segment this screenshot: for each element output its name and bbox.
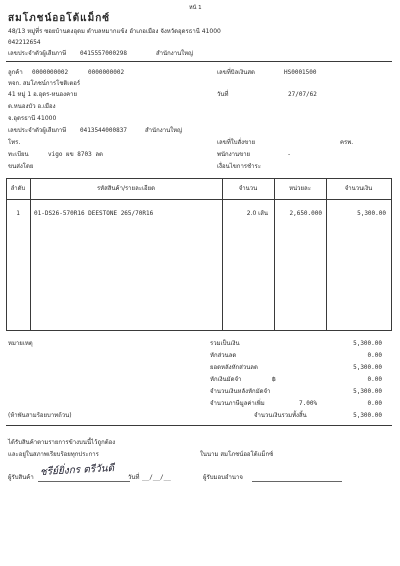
customer-code-label: ลูกค้า [8,69,23,76]
table-top-border [6,178,392,179]
vehicle-value: vigo ผข 8703 ลต [48,151,103,158]
customer-address-1: 41 หมู่ 1 อ.อุดร-หนองคาย [8,91,77,98]
customer-code-1: 0000000002 [32,69,69,76]
doc-number-label: เลขที่บิลเงินสด [217,69,255,76]
table-left-border [6,178,7,330]
col-header-desc: รหัสสินค้า/รายละเอียด [96,185,156,192]
col-divider-2 [222,178,223,330]
customer-branch: สำนักงานใหญ่ [145,127,183,134]
total-label-3: ยอดหลังหักส่วนลด [210,364,258,371]
authorized-signature-line [252,481,342,482]
table-right-border [391,178,392,330]
col-header-unit-price: หน่วยละ [289,185,311,192]
company-tax-label: เลขประจำตัวผู้เสียภาษี [8,50,67,57]
deposit-currency: ฿ [272,376,276,383]
vehicle-label: ทะเบียน [8,151,29,158]
receiver-signature: ชรีย์ยิ่งกร ตรีวันดี [39,463,115,478]
col-divider-1 [30,178,31,330]
vat-rate: 7.00% [299,400,318,407]
total-value-7: 5,300.00 [353,412,382,419]
col-divider-3 [274,178,275,330]
doc-number: HS0001500 [284,69,317,76]
on-behalf-of: ในนาม สมโภชน์ออโต้แม็กซ์ [200,451,274,458]
customer-tax-label: เลขประจำตัวผู้เสียภาษี [8,127,67,134]
total-value-1: 5,300.00 [353,340,382,347]
company-address: 48/13 หมู่ที่ร ซอยบ้านดงอุดม ตำบลหมากแข้ง อำเภอเมือง จังหวัดอุดรธานี 41000 [8,28,221,35]
customer-address-3: จ.อุดรธานี 41000 [8,115,57,122]
salesperson-value: - [288,151,291,158]
row-1-amount: 5,300.00 [357,210,386,217]
customer-tel-label: โทร. [8,139,21,146]
customer-address-2: ต.หนองบัว อ.เมือง [8,103,56,110]
company-name: สมโภชน์ออโต้แม็กซ์ [8,13,111,24]
amount-in-words: (ห้าพันสามร้อยบาทถ้วน) [8,412,72,419]
total-label-1: รวมเป็นเงิน [210,340,240,347]
totals-bottom-border [6,425,392,426]
sales-order-suffix: ครพ. [340,139,354,146]
total-label-4: หักเงินมัดจำ [210,376,242,383]
table-header-border [6,199,392,200]
company-tax-id: 0415557000298 [80,50,127,57]
total-value-6: 0.00 [367,400,382,407]
receipt-statement-1: ได้รับสินค้าตามรายการข้างบนนี้ไว้ถูกต้อง [8,439,116,446]
total-label-7: จำนวนเงินรวมทั้งสิ้น [254,412,307,419]
total-value-3: 5,300.00 [353,364,382,371]
page-number: หน้ 1 [189,5,202,11]
header-divider [6,61,392,62]
col-header-no: ลำดับ [10,185,26,192]
receipt-statement-2: และอยู่ในสภาพเรียบร้อยทุกประการ [8,451,99,458]
company-branch: สำนักงานใหญ่ [156,50,194,57]
customer-name: หจก. สมโภชน์การโชติเตอร์ [8,80,81,87]
col-header-amount: จำนวนเงิน [344,185,373,192]
receiver-date-label: วันที่ [128,474,140,481]
salesperson-label: พนักงานขาย [217,151,251,158]
total-value-5: 5,300.00 [353,388,382,395]
customer-code-2: 0000000002 [88,69,125,76]
total-value-4: 0.00 [367,376,382,383]
authorized-label: ผู้รับมอบอำนาจ [203,474,243,481]
col-header-qty: จำนวน [238,185,258,192]
doc-date: 27/07/62 [288,91,317,98]
sales-order-label: เลขที่ใบสั่งขาย [217,139,256,146]
total-label-2: หักส่วนลด [210,352,237,359]
remarks-label: หมายเหตุ [8,340,33,347]
col-divider-4 [326,178,327,330]
doc-date-label: วันที่ [217,91,229,98]
row-1-no: 1 [16,210,20,217]
table-bottom-border [6,330,392,331]
total-label-5: จำนวนเงินหลังหักมัดจำ [210,388,271,395]
row-1-desc: 01-DS26-570R16 DEESTONE 265/70R16 [34,210,154,217]
shipping-label: ขนส่งโดย [8,163,34,170]
company-phone: 042212654 [8,39,41,46]
total-label-6: จำนวนภาษีมูลค่าเพิ่ม [210,400,265,407]
total-value-2: 0.00 [367,352,382,359]
receiver-signature-line [38,481,130,482]
payment-terms-label: เงื่อนไขการชำระ [217,163,261,170]
receiver-label: ผู้รับสินค้า [8,474,34,481]
receiver-date-blank: __/__/__ [142,474,171,481]
row-1-qty: 2.0 เส้น [246,210,268,217]
row-1-unit-price: 2,650.000 [289,210,322,217]
customer-tax-id: 0413544000837 [80,127,127,134]
